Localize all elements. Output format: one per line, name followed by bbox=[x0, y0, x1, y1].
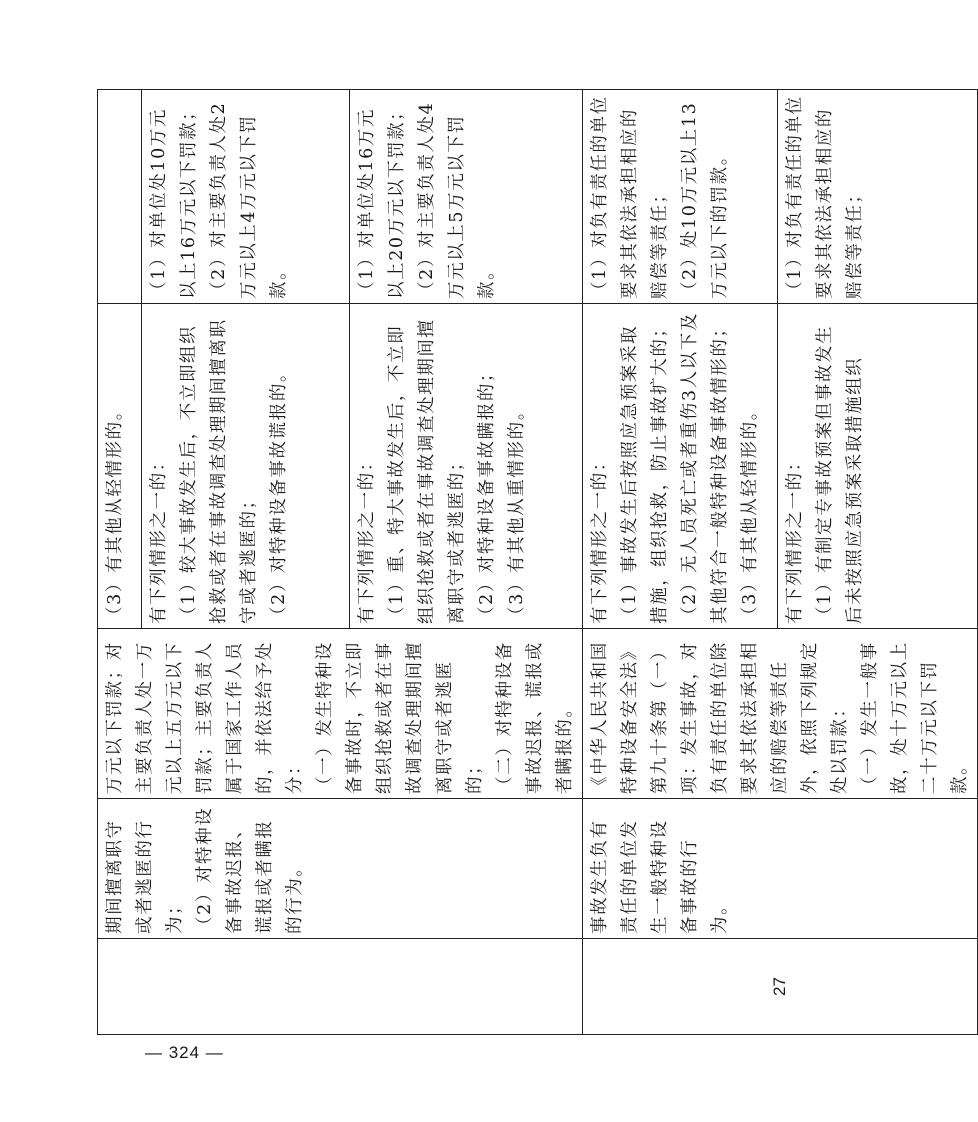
circumstance-text: 有下列情形之一的： bbox=[356, 452, 377, 624]
penalty-text: （2）对主要负责人处4万元以上5万元以下罚款。 bbox=[416, 101, 497, 299]
penalty-cell bbox=[349, 90, 582, 304]
circumstance-cell bbox=[98, 304, 142, 629]
violation-behavior bbox=[98, 799, 583, 939]
circumstance-text: （3）有其他从轻情形的。 bbox=[105, 401, 125, 624]
legal-basis bbox=[98, 629, 583, 799]
circumstance-cell bbox=[142, 304, 350, 629]
penalty-text: （1）对负有责任的单位要求其依法承担相应的赔偿等责任； bbox=[785, 95, 865, 299]
rotated-table-page bbox=[97, 90, 970, 1035]
circumstance-cell bbox=[583, 304, 778, 629]
basis-text: 《中华人民共和国特种设备安全法》第九十条第（一）项：发生事故，对负有责任的单位除要求其依法承担相应的赔偿等责任外，依照下列规定处以罚款： bbox=[590, 641, 850, 794]
row-number bbox=[98, 939, 583, 1035]
circumstance-text: （3）有其他从重情形的。 bbox=[506, 401, 527, 624]
behavior-text: 期间擅离职守或者逃匿的行为； bbox=[105, 819, 185, 934]
circumstance-text: （3）有其他从轻情形的。 bbox=[740, 401, 760, 624]
penalty-text: （1）对负有责任的单位要求其依法承担相应的赔偿等责任； bbox=[590, 95, 670, 299]
penalty-standard-table bbox=[97, 89, 978, 1035]
circumstance-text: （2）对特种设备事故瞒报的； bbox=[476, 362, 497, 624]
basis-text: （一）发生特种设备事故时，不立即组织抢救或者在事故调查处理期间擅离职守或者逃匿的； bbox=[315, 641, 485, 794]
penalty-text: （2）对主要负责人处2万元以上4万元以下罚款。 bbox=[209, 101, 290, 299]
circumstance-text: （1）事故发生后按照应急预案采取措施，组织抢救，防止事故扩大的； bbox=[620, 318, 670, 624]
penalty-cell bbox=[778, 90, 978, 304]
circumstance-cell bbox=[349, 304, 582, 629]
penalty-cell bbox=[583, 90, 778, 304]
penalty-text: （2）处10万元以上13万元以下的罚款。 bbox=[680, 101, 730, 299]
circumstance-text: （2）对特种设备事故谎报的。 bbox=[269, 362, 290, 624]
circumstance-text: 有下列情形之一的： bbox=[149, 452, 170, 624]
basis-text: （二）对特种设备事故迟报、谎报或者瞒报的。 bbox=[495, 641, 575, 794]
penalty-cell bbox=[98, 90, 142, 304]
table-row bbox=[583, 90, 778, 1035]
penalty-text: （1）对单位处16万元以上20万元以下罚款； bbox=[356, 101, 407, 299]
legal-basis bbox=[583, 629, 978, 799]
behavior-text: （2）对特种设备事故迟报、谎报或者瞒报的行为。 bbox=[195, 806, 305, 934]
penalty-text: （1）对单位处10万元以上16万元以下罚款； bbox=[149, 101, 200, 299]
violation-behavior bbox=[583, 799, 978, 939]
behavior-text: 事故发生负有责任的单位发生一般特种设备事故的行为。 bbox=[590, 819, 730, 934]
penalty-cell bbox=[142, 90, 350, 304]
table-row bbox=[98, 90, 142, 1035]
circumstance-cell bbox=[778, 304, 978, 629]
circumstance-text: （1）重、特大事故发生后，不立即组织抢救或者在事故调查处理期间擅离职守或者逃匿的； bbox=[386, 318, 467, 624]
basis-text: （一）发生一般事故，处十万元以上二十万元以下罚款。 bbox=[860, 641, 970, 794]
page-number: — 324 — bbox=[145, 1043, 224, 1062]
circumstance-text: （1）较大事故发生后，不立即组织抢救或者在事故调查处理期间擅离职守或者逃匿的； bbox=[179, 318, 260, 624]
circumstance-text: （1）有制定专事故预案但事故发生后未按照应急预案采取措施组织 bbox=[815, 324, 865, 624]
row-number: 27 bbox=[583, 939, 978, 1035]
circumstance-text: 有下列情形之一的： bbox=[785, 452, 805, 624]
basis-text: 万元以下罚款；对主要负责人处一万元以上五万元以下罚款；主要负责人属于国家工作人员的，并依法给予处分： bbox=[105, 641, 305, 794]
circumstance-text: （2）无人员死亡或者重伤3人以下及其他符合一般特种设备事故情形的； bbox=[680, 312, 730, 624]
circumstance-text: 有下列情形之一的： bbox=[590, 452, 610, 624]
